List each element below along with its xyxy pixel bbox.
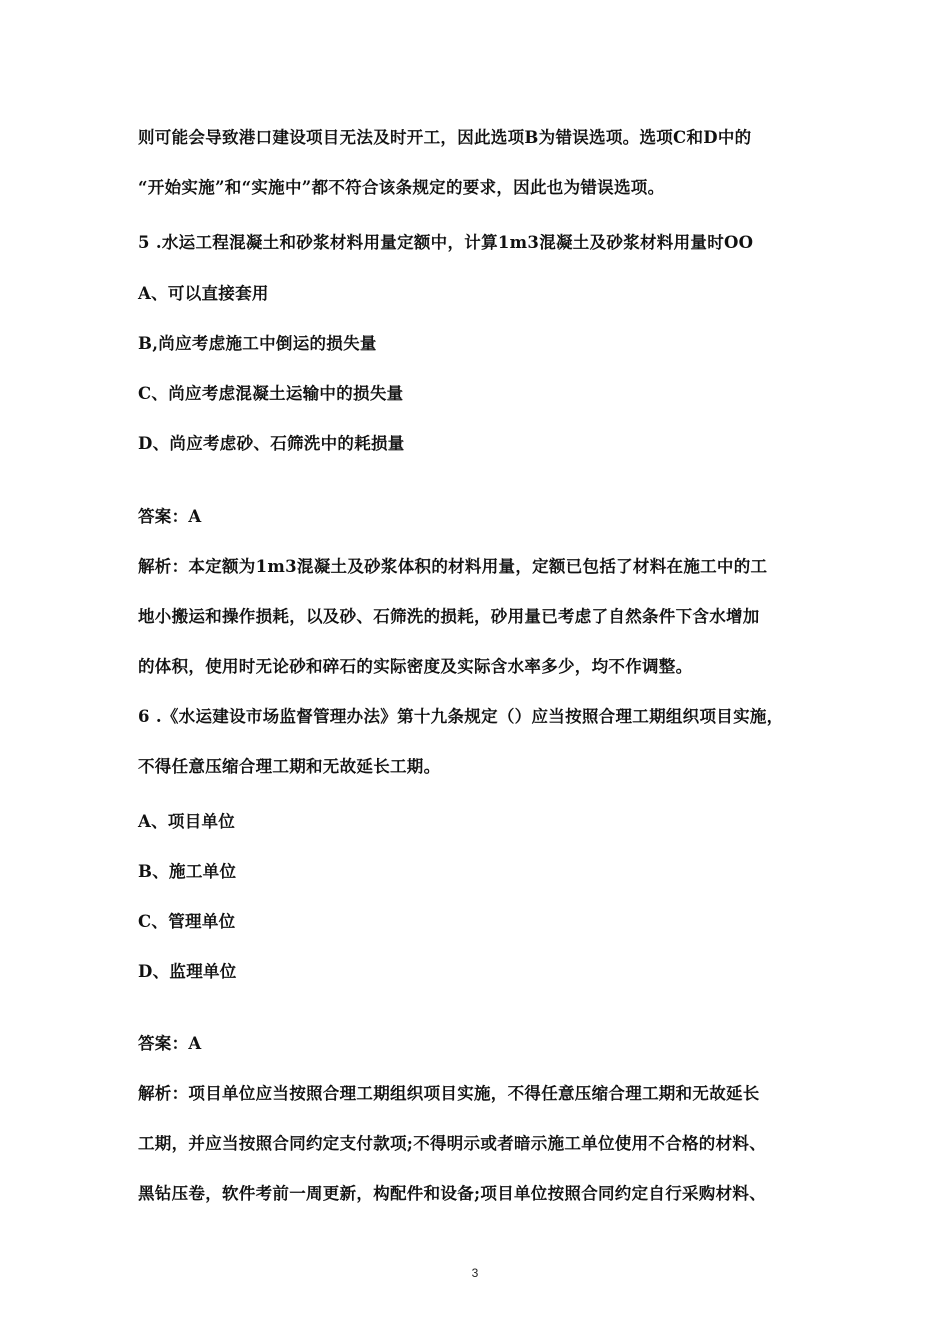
question-5-stem: 5 .水运工程混凝土和砂浆材料用量定额中，计算1m3混凝土及砂浆材料用量时OO <box>138 233 754 252</box>
question-6-analysis-line-2: 工期，并应当按照合同约定支付款项;不得明示或者暗示施工单位使用不合格的材料、 <box>138 1134 766 1153</box>
question-5-analysis-line-3: 的体积，使用时无论砂和碎石的实际密度及实际含水率多少，均不作调整。 <box>138 657 693 676</box>
question-6-option-a: A、项目单位 <box>138 812 236 831</box>
question-6-option-d: D、监理单位 <box>138 962 237 981</box>
continuation-line-2: “开始实施”和“实施中”都不符合该条规定的要求，因此也为错误选项。 <box>138 178 665 197</box>
question-6-analysis-line-3: 黑钻压卷，软件考前一周更新，构配件和设备;项目单位按照合同约定自行采购材料、 <box>138 1184 766 1203</box>
question-5-analysis-line-2: 地小搬运和操作损耗，以及砂、石筛洗的损耗，砂用量已考虑了自然条件下含水增加 <box>138 607 760 626</box>
page-number: 3 <box>471 1266 479 1280</box>
question-6-option-c: C、管理单位 <box>138 912 236 931</box>
question-6-analysis-line-1: 解析：项目单位应当按照合理工期组织项目实施，不得任意压缩合理工期和无故延长 <box>138 1084 760 1103</box>
question-6-stem-line-1: 6 .《水运建设市场监督管理办法》第十九条规定（）应当按照合理工期组织项目实施， <box>138 707 784 726</box>
question-5-analysis-line-1: 解析：本定额为1m3混凝土及砂浆体积的材料用量，定额已包括了材料在施工中的工 <box>138 557 768 576</box>
question-5-option-c: C、尚应考虑混凝土运输中的损失量 <box>138 384 404 403</box>
question-5-answer: 答案：A <box>138 507 202 526</box>
question-6-answer: 答案：A <box>138 1034 202 1053</box>
question-5-option-d: D、尚应考虑砂、石筛洗中的耗损量 <box>138 434 405 453</box>
question-6-option-b: B、施工单位 <box>138 862 237 881</box>
question-5-option-b: B,尚应考虑施工中倒运的损失量 <box>138 334 377 353</box>
question-5-option-a: A、可以直接套用 <box>138 284 269 303</box>
question-6-stem-line-2: 不得任意压缩合理工期和无故延长工期。 <box>138 757 441 776</box>
continuation-line-1: 则可能会导致港口建设项目无法及时开工，因此选项B为错误选项。选项C和D中的 <box>138 128 752 147</box>
